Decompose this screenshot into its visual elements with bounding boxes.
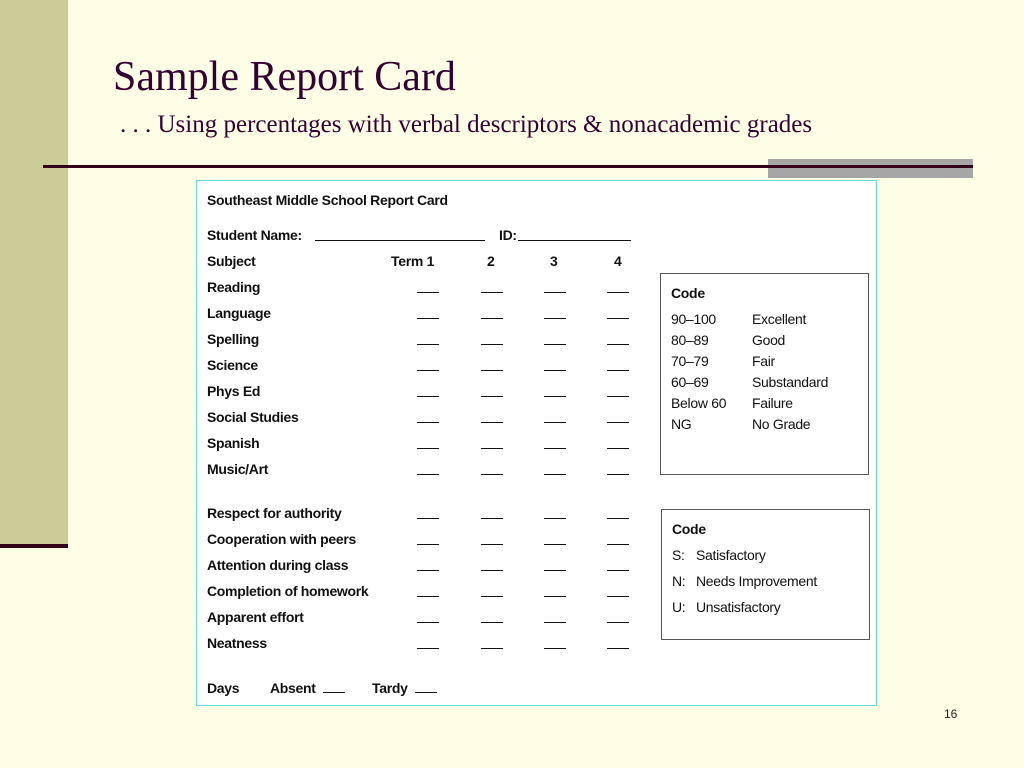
subject-row-term-3-blank[interactable] [544, 474, 566, 475]
title-divider [43, 165, 973, 168]
code-letter: S: [672, 547, 685, 563]
school-title: Southeast Middle School Report Card [207, 192, 448, 208]
behavior-row-term-1-blank[interactable] [417, 544, 439, 545]
subject-row-term-1-blank[interactable] [417, 318, 439, 319]
behavior-row-term-3-blank[interactable] [544, 570, 566, 571]
subject-row-term-4-blank[interactable] [607, 370, 629, 371]
behavior-row-term-1-blank[interactable] [417, 596, 439, 597]
subject-row-term-4-blank[interactable] [607, 474, 629, 475]
behavior-row-label: Cooperation with peers [207, 531, 356, 547]
code-descriptor: Failure [752, 395, 793, 411]
code-range: NG [671, 416, 692, 432]
code-descriptor: Satisfactory [696, 547, 766, 563]
code-range: Below 60 [671, 395, 727, 411]
report-card [196, 180, 877, 706]
subject-row-term-1-blank[interactable] [417, 396, 439, 397]
subject-row-label: Reading [207, 279, 261, 295]
id-field[interactable] [518, 240, 631, 241]
code-descriptor: Excellent [752, 311, 807, 327]
behavior-row-term-3-blank[interactable] [544, 544, 566, 545]
subject-row-term-3-blank[interactable] [544, 448, 566, 449]
academic-code-header: Code [671, 285, 705, 301]
tardy-blank[interactable] [415, 692, 437, 693]
code-letter: N: [672, 573, 686, 589]
behavior-row-term-3-blank[interactable] [544, 622, 566, 623]
academic-code-box [660, 273, 869, 475]
subject-row-term-4-blank[interactable] [607, 448, 629, 449]
behavior-row-term-2-blank[interactable] [481, 596, 503, 597]
subject-row-term-2-blank[interactable] [481, 344, 503, 345]
tardy-label: Tardy [372, 680, 408, 696]
subject-row-term-2-blank[interactable] [481, 396, 503, 397]
subject-row-term-1-blank[interactable] [417, 448, 439, 449]
behavior-row-term-4-blank[interactable] [607, 518, 629, 519]
absent-blank[interactable] [323, 692, 345, 693]
subject-row-term-2-blank[interactable] [481, 370, 503, 371]
behavior-row-term-1-blank[interactable] [417, 518, 439, 519]
student-name-label: Student Name: [207, 227, 302, 243]
side-decoration-strip [0, 0, 68, 546]
student-name-field[interactable] [315, 240, 485, 241]
behavior-row-term-1-blank[interactable] [417, 622, 439, 623]
subject-row-label: Spelling [207, 331, 260, 347]
term-header-1: Term 1 [391, 253, 435, 269]
behavior-row-term-4-blank[interactable] [607, 596, 629, 597]
subject-row-term-4-blank[interactable] [607, 396, 629, 397]
subject-row-label: Spanish [207, 435, 260, 451]
subject-row-term-1-blank[interactable] [417, 344, 439, 345]
code-range: 60–69 [671, 374, 709, 390]
subject-row-term-4-blank[interactable] [607, 292, 629, 293]
behavior-code-header: Code [672, 521, 706, 537]
behavior-row-label: Apparent effort [207, 609, 304, 625]
subject-row-term-1-blank[interactable] [417, 292, 439, 293]
code-descriptor: Good [752, 332, 786, 348]
behavior-row-term-1-blank[interactable] [417, 648, 439, 649]
accent-bar-bottom [768, 168, 973, 178]
id-label: ID: [499, 227, 517, 243]
code-descriptor: No Grade [752, 416, 811, 432]
behavior-row-term-3-blank[interactable] [544, 518, 566, 519]
subject-row-term-2-blank[interactable] [481, 422, 503, 423]
subject-row-term-3-blank[interactable] [544, 370, 566, 371]
subject-row-label: Social Studies [207, 409, 299, 425]
behavior-row-term-2-blank[interactable] [481, 518, 503, 519]
behavior-row-term-2-blank[interactable] [481, 570, 503, 571]
absent-label: Absent [270, 680, 316, 696]
behavior-row-term-4-blank[interactable] [607, 544, 629, 545]
subject-header: Subject [207, 253, 256, 269]
subject-row-term-1-blank[interactable] [417, 370, 439, 371]
behavior-row-term-4-blank[interactable] [607, 648, 629, 649]
subject-row-term-2-blank[interactable] [481, 318, 503, 319]
behavior-row-label: Neatness [207, 635, 267, 651]
subject-row-term-1-blank[interactable] [417, 474, 439, 475]
behavior-row-term-3-blank[interactable] [544, 648, 566, 649]
slide-title: Sample Report Card [113, 54, 456, 100]
behavior-row-term-4-blank[interactable] [607, 622, 629, 623]
subject-row-label: Science [207, 357, 258, 373]
behavior-code-box [661, 509, 870, 640]
subject-row-term-3-blank[interactable] [544, 318, 566, 319]
code-letter: U: [672, 599, 686, 615]
code-descriptor: Substandard [752, 374, 829, 390]
subject-row-term-2-blank[interactable] [481, 448, 503, 449]
subject-row-term-2-blank[interactable] [481, 292, 503, 293]
term-header-2: 2 [487, 253, 495, 269]
subject-row-label: Phys Ed [207, 383, 261, 399]
subject-row-term-1-blank[interactable] [417, 422, 439, 423]
subject-row-label: Music/Art [207, 461, 269, 477]
subject-row-term-3-blank[interactable] [544, 344, 566, 345]
page-number: 16 [944, 707, 958, 721]
subject-row-term-4-blank[interactable] [607, 422, 629, 423]
code-descriptor: Needs Improvement [696, 573, 817, 589]
subject-row-term-3-blank[interactable] [544, 422, 566, 423]
term-header-4: 4 [614, 253, 622, 269]
behavior-row-term-1-blank[interactable] [417, 570, 439, 571]
code-range: 80–89 [671, 332, 709, 348]
code-range: 70–79 [671, 353, 709, 369]
code-descriptor: Fair [752, 353, 775, 369]
subject-row-label: Language [207, 305, 271, 321]
slide-subtitle: . . . Using percentages with verbal descriptors & nonacademic grades [120, 111, 813, 138]
subject-row-term-4-blank[interactable] [607, 318, 629, 319]
behavior-row-term-2-blank[interactable] [481, 622, 503, 623]
behavior-row-term-4-blank[interactable] [607, 570, 629, 571]
code-range: 90–100 [671, 311, 716, 327]
subject-row-term-3-blank[interactable] [544, 396, 566, 397]
subject-row-term-3-blank[interactable] [544, 292, 566, 293]
term-header-3: 3 [550, 253, 558, 269]
code-descriptor: Unsatisfactory [696, 599, 781, 615]
subject-row-term-2-blank[interactable] [481, 474, 503, 475]
behavior-row-label: Attention during class [207, 557, 349, 573]
behavior-row-term-2-blank[interactable] [481, 648, 503, 649]
side-rule [0, 544, 68, 548]
days-label: Days [207, 680, 240, 696]
subject-row-term-4-blank[interactable] [607, 344, 629, 345]
behavior-row-label: Respect for authority [207, 505, 342, 521]
behavior-row-term-3-blank[interactable] [544, 596, 566, 597]
behavior-row-label: Completion of homework [207, 583, 369, 599]
behavior-row-term-2-blank[interactable] [481, 544, 503, 545]
